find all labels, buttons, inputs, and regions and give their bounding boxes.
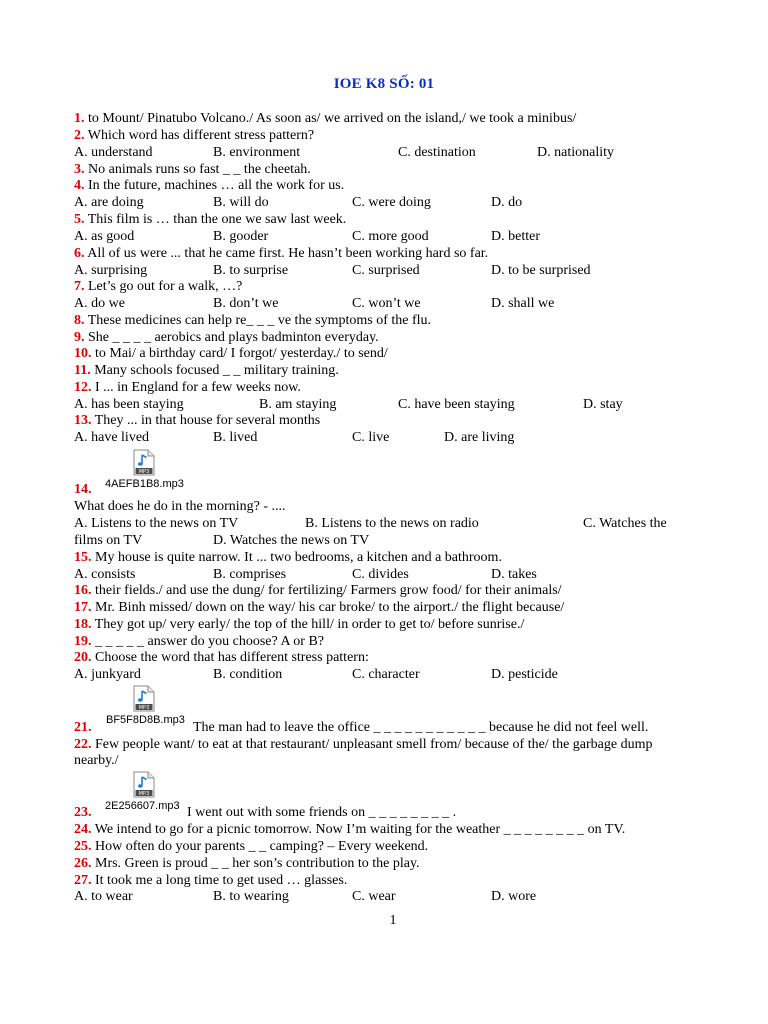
- question-number: 4.: [74, 178, 85, 193]
- question-14-options: [74, 515, 724, 532]
- question-14-text: [74, 498, 724, 515]
- question-text-cont: nearby./: [74, 753, 119, 768]
- question-17: [74, 599, 724, 616]
- option-c[interactable]: C. live: [352, 430, 390, 445]
- question-text: How often do your parents _ _ camping? – Every weekend.: [91, 839, 429, 854]
- question-24: [74, 821, 724, 838]
- option-a[interactable]: A. to wear: [74, 889, 133, 904]
- question-13: [74, 412, 724, 429]
- option-d[interactable]: D. wore: [491, 889, 537, 904]
- option-a[interactable]: A. has been staying: [74, 397, 184, 412]
- question-text: All of us were ... that he came first. He hasn’t been working hard so far.: [84, 246, 489, 261]
- question-3: [74, 161, 724, 178]
- question-number: 1.: [74, 111, 85, 126]
- question-text: Mr. Binh missed/ down on the way/ his car broke/ to the airport./ the flight because/: [91, 600, 565, 615]
- mp3-file-icon[interactable]: [133, 771, 155, 798]
- question-1: [74, 110, 724, 127]
- question-14: [74, 481, 724, 498]
- question-27: [74, 872, 724, 889]
- question-7-options: [74, 295, 724, 312]
- svg-text:MP3: MP3: [138, 705, 150, 711]
- question-6-options: [74, 262, 724, 279]
- svg-text:MP3: MP3: [138, 791, 150, 797]
- option-a[interactable]: A. junkyard: [74, 667, 141, 682]
- option-b[interactable]: B. Listens to the news on radio: [305, 516, 479, 531]
- question-text: Choose the word that has different stress pattern:: [91, 650, 369, 665]
- option-b[interactable]: B. gooder: [213, 229, 269, 244]
- option-c[interactable]: C. divides: [352, 567, 409, 582]
- question-text: their fields./ and use the dung/ for fertilizing/ Farmers grow food/ for their animals/: [91, 583, 562, 598]
- question-number: 5.: [74, 212, 85, 227]
- question-number: 9.: [74, 330, 85, 345]
- question-text: Few people want/ to eat at that restaurant/ unpleasant smell from/ because of the/ the garbage dump: [91, 737, 653, 752]
- option-b[interactable]: B. lived: [213, 430, 258, 445]
- option-c[interactable]: C. more good: [352, 229, 429, 244]
- svg-text:MP3: MP3: [138, 469, 150, 475]
- question-number: 26.: [74, 856, 92, 871]
- option-b[interactable]: B. am staying: [259, 397, 337, 412]
- question-number: 21.: [74, 720, 92, 735]
- question-text: I went out with some friends on _ _ _ _ _ _ _ _ .: [187, 805, 457, 820]
- question-5: [74, 211, 724, 228]
- question-number: 13.: [74, 413, 92, 428]
- option-a[interactable]: A. surprising: [74, 263, 148, 278]
- option-d[interactable]: D. shall we: [491, 296, 555, 311]
- question-19: [74, 633, 724, 650]
- question-number: 27.: [74, 873, 92, 888]
- question-13-options: [74, 429, 724, 446]
- option-d[interactable]: D. to be surprised: [491, 263, 591, 278]
- question-text: Mrs. Green is proud _ _ her son’s contribution to the play.: [91, 856, 420, 871]
- question-number: 25.: [74, 839, 92, 854]
- question-text: to Mount/ Pinatubo Volcano./ As soon as/ we arrived on the island,/ we took a minibus/: [84, 111, 577, 126]
- option-c-wrap[interactable]: films on TV: [74, 533, 143, 548]
- question-number: 14.: [74, 482, 92, 497]
- audio-filename[interactable]: BF5F8D8B.mp3: [106, 714, 185, 726]
- option-d[interactable]: D. do: [491, 195, 523, 210]
- option-c[interactable]: C. won’t we: [352, 296, 421, 311]
- option-b[interactable]: B. condition: [213, 667, 283, 682]
- question-number: 19.: [74, 634, 92, 649]
- option-b[interactable]: B. don’t we: [213, 296, 279, 311]
- option-b[interactable]: B. to surprise: [213, 263, 289, 278]
- question-number: 16.: [74, 583, 92, 598]
- option-c[interactable]: C. have been staying: [398, 397, 515, 412]
- question-6: [74, 245, 724, 262]
- question-22-cont: [74, 752, 724, 769]
- option-a[interactable]: A. are doing: [74, 195, 144, 210]
- question-20: [74, 649, 724, 666]
- question-text: I ... in England for a few weeks now.: [91, 380, 301, 395]
- question-number: 24.: [74, 822, 92, 837]
- question-12-options: [74, 396, 724, 413]
- question-text: to Mai/ a birthday card/ I forgot/ yesterday./ to send/: [91, 346, 388, 361]
- option-a[interactable]: A. Listens to the news on TV: [74, 516, 239, 531]
- question-25: [74, 838, 724, 855]
- option-c[interactable]: C. wear: [352, 889, 396, 904]
- option-d[interactable]: D. nationality: [537, 145, 614, 160]
- question-5-options: [74, 228, 724, 245]
- document-title: IOE K8 SỐ: 01: [333, 76, 435, 92]
- question-text: She _ _ _ _ aerobics and plays badminton everyday.: [84, 330, 379, 345]
- option-b[interactable]: B. will do: [213, 195, 269, 210]
- option-d[interactable]: D. stay: [583, 397, 623, 412]
- question-9: [74, 329, 724, 346]
- mp3-file-icon[interactable]: [133, 449, 155, 476]
- question-text: In the future, machines … all the work for us.: [84, 178, 345, 193]
- question-22: [74, 736, 724, 753]
- question-number: 15.: [74, 550, 92, 565]
- page-number: 1: [389, 913, 397, 928]
- question-text: We intend to go for a picnic tomorrow. Now I’m waiting for the weather _ _ _ _ _ _ _ _ on TV.: [91, 822, 626, 837]
- question-27-options: [74, 888, 724, 905]
- question-text: Many schools focused _ _ military training.: [90, 363, 339, 378]
- question-23: [74, 804, 724, 821]
- option-b[interactable]: B. environment: [213, 145, 301, 160]
- question-11: [74, 362, 724, 379]
- option-d[interactable]: D. Watches the news on TV: [213, 533, 370, 548]
- option-d[interactable]: D. are living: [444, 430, 515, 445]
- question-12: [74, 379, 724, 396]
- question-2-options: [74, 144, 724, 161]
- question-14-options-cont: [74, 532, 724, 549]
- question-20-options: [74, 666, 724, 683]
- option-d[interactable]: D. pesticide: [491, 667, 558, 682]
- question-number: 22.: [74, 737, 92, 752]
- question-26: [74, 855, 724, 872]
- option-b[interactable]: B. comprises: [213, 567, 287, 582]
- question-number: 12.: [74, 380, 92, 395]
- question-21: [74, 719, 724, 736]
- question-text: No animals runs so fast _ _ the cheetah.: [84, 162, 311, 177]
- question-18: [74, 616, 724, 633]
- question-15-options: [74, 566, 724, 583]
- question-number: 17.: [74, 600, 92, 615]
- question-number: 3.: [74, 162, 85, 177]
- audio-filename[interactable]: 4AEFB1B8.mp3: [105, 478, 184, 490]
- question-4-options: [74, 194, 724, 211]
- option-c[interactable]: C. character: [352, 667, 420, 682]
- question-text: _ _ _ _ _ answer do you choose? A or B?: [91, 634, 325, 649]
- option-d[interactable]: D. takes: [491, 567, 537, 582]
- question-8: [74, 312, 724, 329]
- question-text: They ... in that house for several months: [91, 413, 321, 428]
- question-number: 8.: [74, 313, 85, 328]
- option-a[interactable]: A. consists: [74, 567, 136, 582]
- question-number: 10.: [74, 346, 92, 361]
- question-number: 6.: [74, 246, 85, 261]
- question-15: [74, 549, 724, 566]
- option-c[interactable]: C. Watches the: [583, 516, 667, 531]
- question-text: The man had to leave the office _ _ _ _ _ _ _ _ _ _ _ because he did not feel well.: [193, 720, 649, 735]
- question-4: [74, 177, 724, 194]
- question-number: 23.: [74, 805, 92, 820]
- question-number: 18.: [74, 617, 92, 632]
- question-text: My house is quite narrow. It ... two bedrooms, a kitchen and a bathroom.: [91, 550, 502, 565]
- option-c[interactable]: C. were doing: [352, 195, 431, 210]
- question-7: [74, 278, 724, 295]
- question-text: Let’s go out for a walk, …?: [84, 279, 243, 294]
- mp3-file-icon[interactable]: [133, 685, 155, 712]
- option-b[interactable]: B. to wearing: [213, 889, 289, 904]
- question-number: 11.: [74, 363, 91, 378]
- question-number: 2.: [74, 128, 85, 143]
- option-a[interactable]: A. understand: [74, 145, 153, 160]
- question-text: What does he do in the morning? - ....: [74, 499, 286, 514]
- question-number: 20.: [74, 650, 92, 665]
- question-text: This film is … than the one we saw last week.: [84, 212, 347, 227]
- question-number: 7.: [74, 279, 85, 294]
- question-10: [74, 345, 724, 362]
- question-16: [74, 582, 724, 599]
- question-2: [74, 127, 724, 144]
- option-a[interactable]: A. have lived: [74, 430, 150, 445]
- audio-filename[interactable]: 2E256607.mp3: [105, 800, 180, 812]
- question-text: These medicines can help re_ _ _ ve the symptoms of the flu.: [84, 313, 432, 328]
- option-d[interactable]: D. better: [491, 229, 540, 244]
- option-a[interactable]: A. as good: [74, 229, 135, 244]
- option-c[interactable]: C. destination: [398, 145, 476, 160]
- question-text: They got up/ very early/ the top of the hill/ in order to get to/ before sunrise./: [91, 617, 525, 632]
- option-a[interactable]: A. do we: [74, 296, 125, 311]
- question-text: It took me a long time to get used … glasses.: [91, 873, 348, 888]
- question-text: Which word has different stress pattern?: [84, 128, 315, 143]
- option-c[interactable]: C. surprised: [352, 263, 420, 278]
